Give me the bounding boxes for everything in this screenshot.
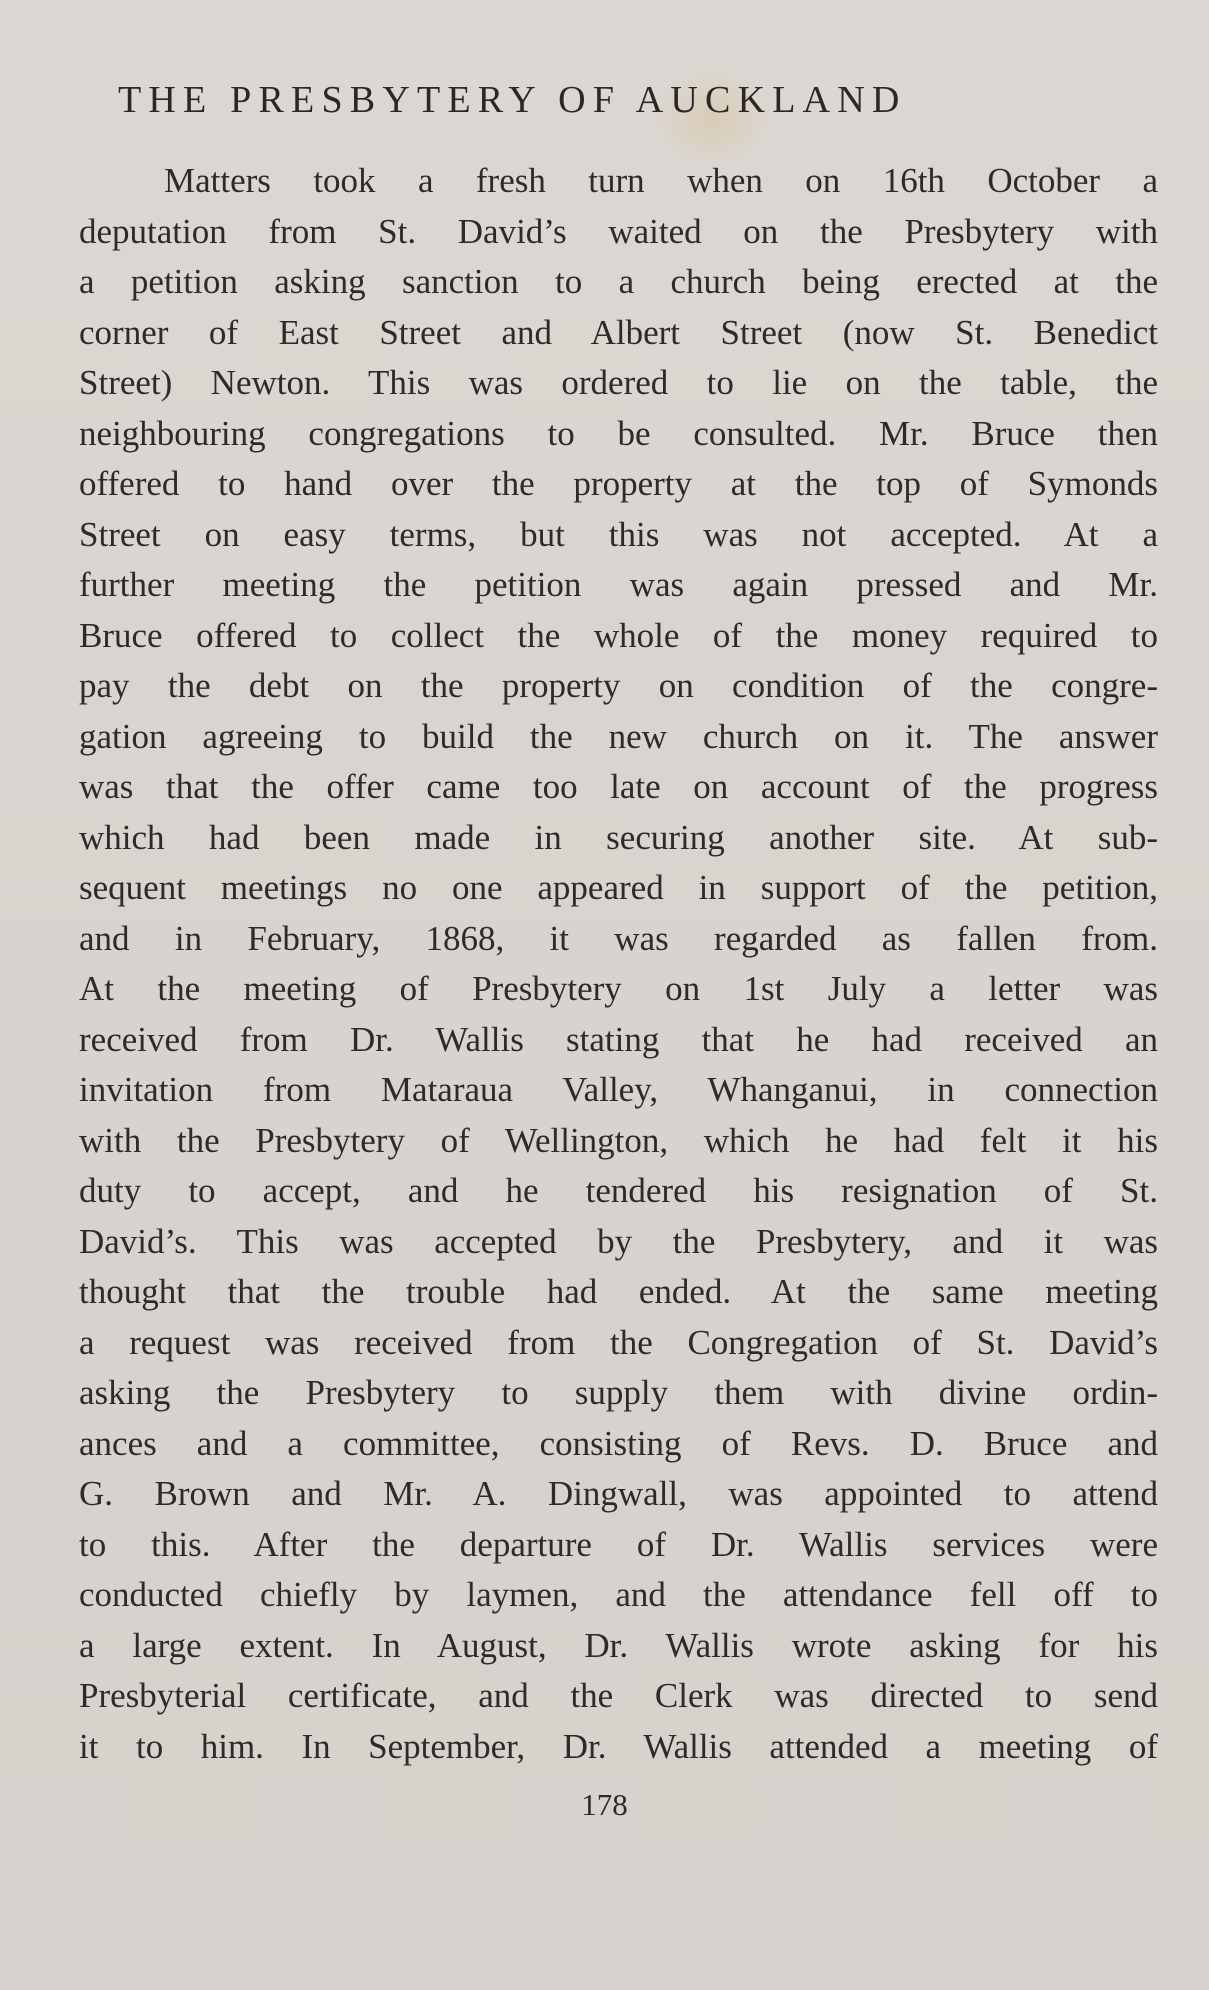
text-line: a request was received from the Congregation of St. David’s — [79, 1322, 1158, 1362]
text-line: pay the debt on the property on condition of the congre- — [79, 666, 1158, 705]
text-line: received from Dr. Wallis stating that he had received an — [79, 1019, 1158, 1059]
text-line: with the Presbytery of Wellington, which he had felt it his — [79, 1120, 1158, 1160]
text-line: which had been made in securing another site. At sub- — [79, 817, 1158, 857]
text-line: David’s. This was accepted by the Presbytery, and it was — [79, 1221, 1158, 1261]
text-line: corner of East Street and Albert Street (now St. Benedict — [79, 312, 1158, 352]
text-line: conducted chiefly by laymen, and the attendance fell off to — [79, 1575, 1158, 1614]
running-head: THE PRESBYTERY OF AUCKLAND — [118, 79, 907, 121]
text-line: thought that the trouble had ended. At the same meeting — [79, 1272, 1158, 1311]
text-line: a large extent. In August, Dr. Wallis wrote asking for his — [79, 1625, 1158, 1665]
text-line: ances and a committee, consisting of Revs. D. Bruce and — [79, 1423, 1158, 1463]
text-line: gation agreeing to build the new church on it. The answer — [79, 716, 1158, 756]
text-line: Street) Newton. This was ordered to lie on the table, the — [79, 363, 1158, 402]
text-line: asking the Presbytery to supply them with divine ordin- — [79, 1373, 1158, 1412]
text-line: was that the offer came too late on account of the progress — [79, 767, 1158, 806]
text-line: a petition asking sanction to a church being erected at the — [79, 262, 1158, 301]
text-line: Bruce offered to collect the whole of the money required to — [79, 615, 1158, 655]
text-line: sequent meetings no one appeared in support of the petition, — [79, 868, 1158, 907]
text-line: offered to hand over the property at the top of Symonds — [79, 464, 1158, 503]
text-line: Matters took a fresh turn when on 16th October a — [164, 161, 1158, 200]
page-number: 178 — [581, 1787, 628, 1822]
text-line: At the meeting of Presbytery on 1st July a letter was — [79, 969, 1158, 1008]
text-line: further meeting the petition was again pressed and Mr. — [79, 565, 1158, 604]
text-line: invitation from Mataraua Valley, Whanganui, in connection — [79, 1070, 1158, 1109]
text-line: Presbyterial certificate, and the Clerk was directed to send — [79, 1676, 1158, 1715]
text-line: duty to accept, and he tendered his resignation of St. — [79, 1171, 1158, 1210]
text-line: Street on easy terms, but this was not accepted. At a — [79, 514, 1158, 554]
body-text — [79, 156, 1158, 1772]
text-line: it to him. In September, Dr. Wallis attended a meeting of — [79, 1726, 1158, 1766]
text-line: and in February, 1868, it was regarded as fallen from. — [79, 918, 1158, 958]
text-line: to this. After the departure of Dr. Wallis services were — [79, 1524, 1158, 1564]
text-line: deputation from St. David’s waited on the Presbytery with — [79, 211, 1158, 251]
text-line: G. Brown and Mr. A. Dingwall, was appointed to attend — [79, 1474, 1158, 1513]
text-line: neighbouring congregations to be consulted. Mr. Bruce then — [79, 413, 1158, 453]
